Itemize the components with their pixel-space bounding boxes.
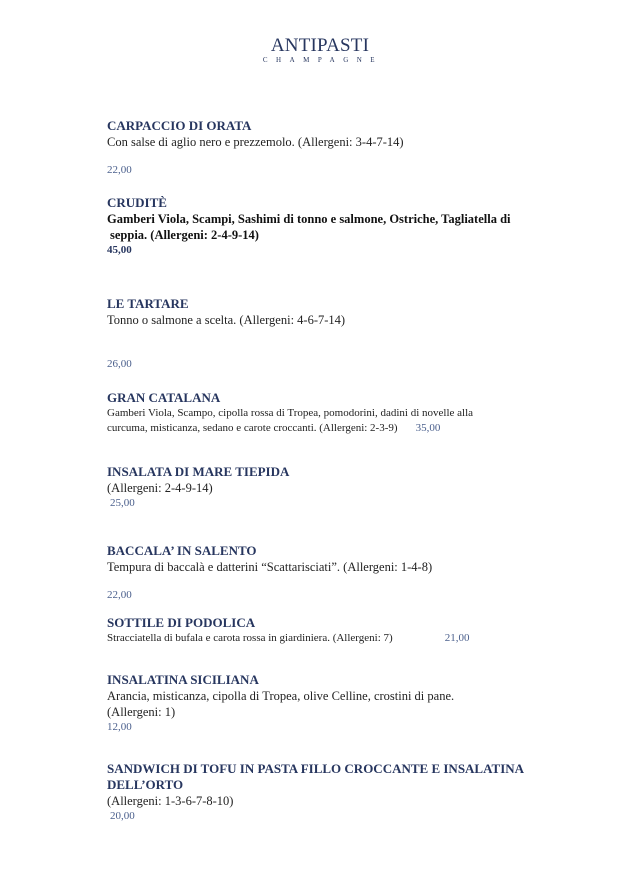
item-name: LE TARTARE: [107, 296, 189, 311]
item-description: (Allergeni: 2-4-9-14): [107, 481, 213, 495]
item-price: 12,00: [107, 721, 132, 733]
item-price: 21,00: [444, 632, 470, 644]
menu-item-insalatina-siciliana: [107, 672, 547, 734]
item-description: Tonno o salmone a scelta. (Allergeni: 4-6-7-14): [107, 313, 346, 327]
item-description-line: [107, 631, 547, 646]
menu-item-insalata-mare: [107, 464, 547, 510]
item-name: SOTTILE DI PODOLICA: [107, 615, 256, 630]
item-name: CARPACCIO DI ORATA: [107, 118, 252, 133]
menu-item-sandwich-tofu: [107, 761, 547, 823]
item-description-text: curcuma, misticanza, sedano e carote croccanti. (Allergeni: 2-3-9): [107, 422, 398, 434]
item-name: INSALATINA SICILIANA: [107, 672, 259, 687]
item-price: 45,00: [107, 244, 132, 256]
item-price: 20,00: [110, 810, 135, 822]
item-price: 25,00: [110, 497, 135, 509]
item-description-line1: Gamberi Viola, Scampi, Sashimi di tonno e salmone, Ostriche, Tagliatella di: [107, 212, 511, 226]
menu-item-tartare: [107, 296, 547, 371]
menu-item-sottile-podolica: [107, 615, 547, 646]
item-name-line2: DELL’ORTO: [107, 777, 184, 792]
item-price: 26,00: [107, 358, 132, 370]
item-description-line2: seppia. (Allergeni: 2-4-9-14): [110, 228, 259, 242]
menu-item-carpaccio: [107, 118, 547, 177]
item-price: 35,00: [415, 422, 441, 434]
item-description-line2: (Allergeni: 1): [107, 705, 176, 719]
item-price: 22,00: [107, 589, 132, 601]
menu-item-crudite: [107, 195, 547, 257]
menu-item-gran-catalana: [107, 390, 547, 436]
item-description-line2: [107, 421, 547, 436]
item-description: (Allergeni: 1-3-6-7-8-10): [107, 794, 234, 808]
item-description-line1: Gamberi Viola, Scampo, cipolla rossa di Tropea, pomodorini, dadini di novelle alla: [107, 407, 474, 419]
item-name: CRUDITÈ: [107, 195, 167, 210]
item-name-line1: SANDWICH DI TOFU IN PASTA FILLO CROCCANTE E INSALATINA: [107, 761, 525, 776]
item-price: 22,00: [107, 164, 132, 176]
menu-header: [0, 36, 640, 64]
brand-subtitle: CHAMPAGNE: [262, 56, 384, 64]
item-name: GRAN CATALANA: [107, 390, 221, 405]
item-description-line1: Arancia, misticanza, cipolla di Tropea, olive Celline, crostini di pane.: [107, 689, 455, 703]
menu-item-baccala: [107, 543, 547, 602]
item-description: Tempura di baccalà e datterini “Scattarisciati”. (Allergeni: 1-4-8): [107, 560, 433, 574]
item-description: Con salse di aglio nero e prezzemolo. (Allergeni: 3-4-7-14): [107, 135, 404, 149]
item-name: BACCALA’ IN SALENTO: [107, 543, 257, 558]
section-title: ANTIPASTI: [270, 35, 370, 56]
item-description-text: Stracciatella di bufala e carota rossa in giardiniera. (Allergeni: 7): [107, 632, 393, 644]
item-name: INSALATA DI MARE TIEPIDA: [107, 464, 290, 479]
